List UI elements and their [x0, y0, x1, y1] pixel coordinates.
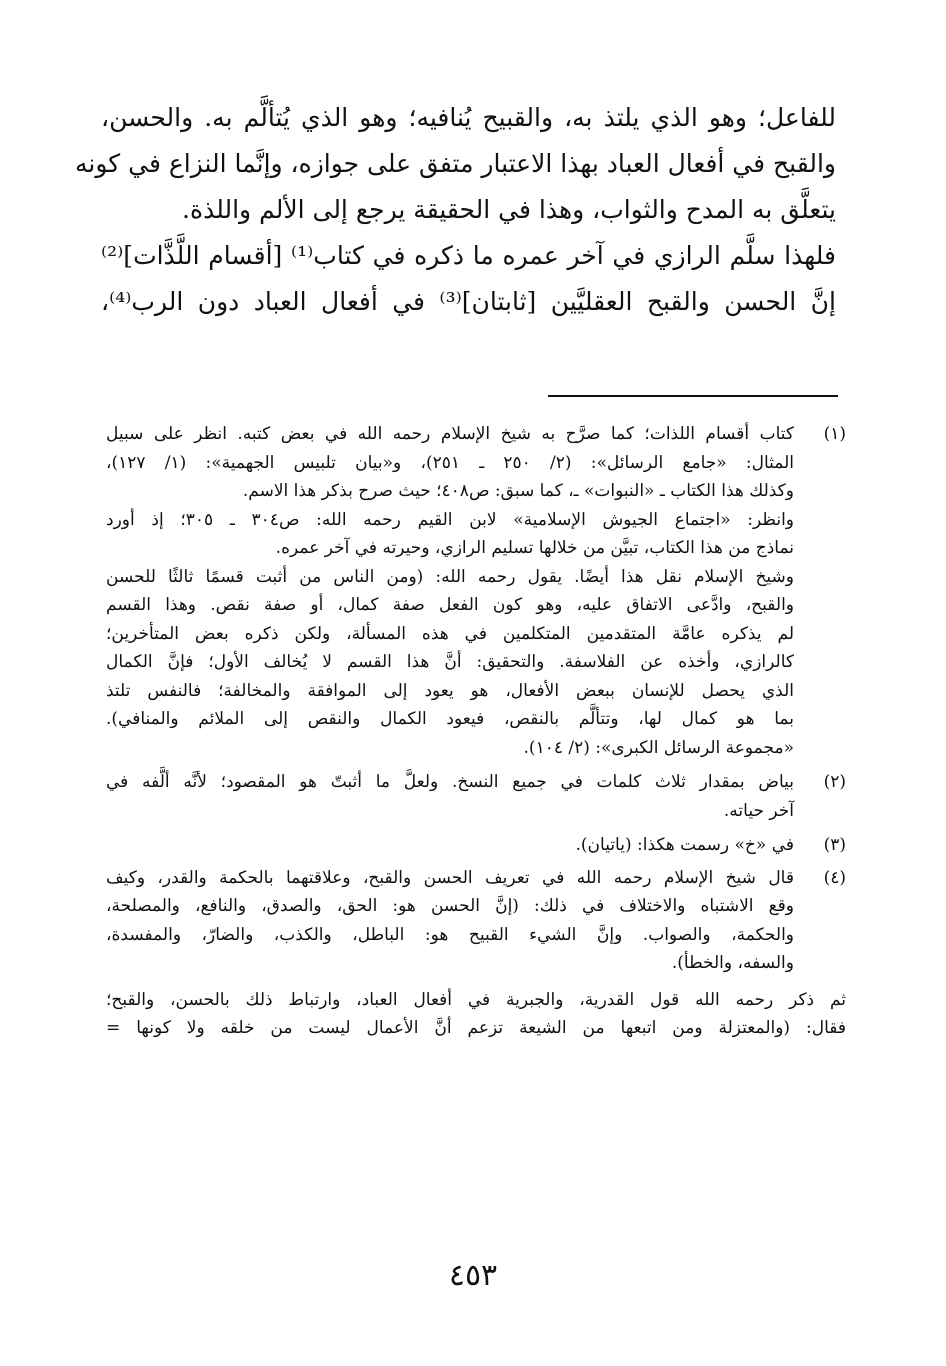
main-text-line: للفاعل؛ وهو الذي يلتذ به، والقبيح يُنافيه؛ وهو الذي يُتألَّم به. والحسن،: [101, 103, 836, 132]
footnote-line: في «خ» رسمت هكذا: (ياتيان).: [575, 835, 794, 855]
footnotes: [106, 420, 846, 1043]
footnote-line: قال شيخ الإسلام رحمه الله في تعريف الحسن والقبح، وعلاقتهما بالحكمة والقدر، وكيف: [106, 867, 794, 888]
footnote-line: وانظر: «اجتماع الجيوش الإسلامية» لابن القيم رحمه الله: ص٣٠٤ ـ ٣٠٥؛ إذ أورد: [106, 509, 795, 530]
footnote-line: وكذلك هذا الكتاب ـ «النبوات» ـ، كما سبق: ص٤٠٨؛ حيث صرح بذكر هذا الاسم.: [242, 481, 794, 501]
footnote-number: (١): [823, 424, 846, 444]
footnote-line: وشيخ الإسلام نقل هذا أيضًا. يقول رحمه الله: (ومن الناس من أثبت قسمًا ثالثًا للحسن: [106, 566, 794, 587]
main-text-line: يتعلَّق به المدح والثواب، وهذا في الحقيقة يرجع إلى الألم واللذة.: [182, 195, 836, 224]
main-text-line: إنَّ الحسن والقبح العقليَّين [ثابتان]⁽³⁾ في أفعال العباد دون الرب⁽⁴⁾،: [101, 287, 836, 316]
footnote-line: بياض بمقدار ثلاث كلمات في جميع النسخ. ولعلَّ ما أثبتّ هو المقصود؛ لأنَّه ألَّفه في: [106, 772, 794, 792]
main-text: [74, 95, 836, 325]
footnote-line: والسفه، والخطأ).: [671, 953, 794, 973]
footnote-number: (٣): [823, 835, 846, 855]
footnote-line: كالرازي، وأخذه عن الفلاسفة. والتحقيق: أنَّ هذا القسم لا يُخالف الأول؛ فإنَّ الكمال: [106, 652, 794, 672]
page-number: ٤٥٣: [448, 1258, 498, 1293]
footnote-line: «مجموعة الرسائل الكبرى»: (٢/ ١٠٤).: [523, 737, 794, 758]
main-text-line: والقبح في أفعال العباد بهذا الاعتبار متفق على جوازه، وإنَّما النزاع في كونه: [74, 149, 836, 178]
main-text-line: فلهذا سلَّم الرازي في آخر عمره ما ذكره في كتاب⁽¹⁾ [أقسام اللَّذَّات]⁽²⁾: [101, 241, 836, 270]
footnote-line: والقبح، وادَّعى الاتفاق عليه، وهو كون الفعل صفة كمال، أو صفة نقص. وهذا القسم: [106, 595, 794, 615]
footnote-4: [106, 864, 846, 1043]
footnote-line: فقال: (والمعتزلة ومن اتبعها من الشيعة تزعم أنَّ الأعمال ليست من خلقه ولا كونها =: [106, 1018, 846, 1038]
footnote-line: لم يذكره عامَّة المتقدمين المتكلمين في هذه المسألة، ولكن ذكره بعض المتأخرين؛: [106, 623, 794, 644]
footnote-line: وقع الاشتباه والاختلاف في ذلك: (إنَّ الحسن هو: الحق، والصدق، والنافع، والمصلحة،: [106, 896, 794, 916]
footnote-2: [106, 768, 846, 825]
footnote-line: نماذج من هذا الكتاب، تبيَّن من خلالها تسليم الرازي، وحيرته في آخر عمره.: [275, 538, 794, 558]
footnote-3: [106, 831, 846, 860]
footnote-divider: [548, 395, 838, 397]
footnote-line: كتاب أقسام اللذات؛ كما صرَّح به شيخ الإسلام رحمه الله في بعض كتبه. انظر على سبيل: [106, 424, 794, 444]
footnote-number: (٢): [823, 772, 846, 792]
footnote-line: المثال: «جامع الرسائل»: (٢/ ٢٥٠ ـ ٢٥١)، و«بيان تلبيس الجهمية»: (١/ ١٢٧)،: [106, 452, 794, 473]
footnote-line: آخر حياته.: [723, 800, 794, 821]
footnote-line: ثم ذكر رحمه الله قول القدرية، والجبرية في أفعال العباد، وارتباط ذلك بالحسن، والقبح؛: [106, 989, 846, 1010]
footnote-1: [106, 420, 846, 762]
footnote-line: الذي يحصل للإنسان ببعض الأفعال، هو يعود إلى الموافقة والمخالفة؛ فالنفس تلتذ: [106, 680, 794, 701]
footnote-line: بما هو كمال لها، وتتألَّم بالنقص، فيعود الكمال والنقص إلى الملائم والمنافي).: [106, 709, 794, 729]
footnote-line: والحكمة، والصواب. وإنَّ الشيء القبيح هو: الباطل، والكذب، والضارّ، والمفسدة،: [106, 924, 794, 945]
footnote-number: (٤): [823, 867, 846, 888]
